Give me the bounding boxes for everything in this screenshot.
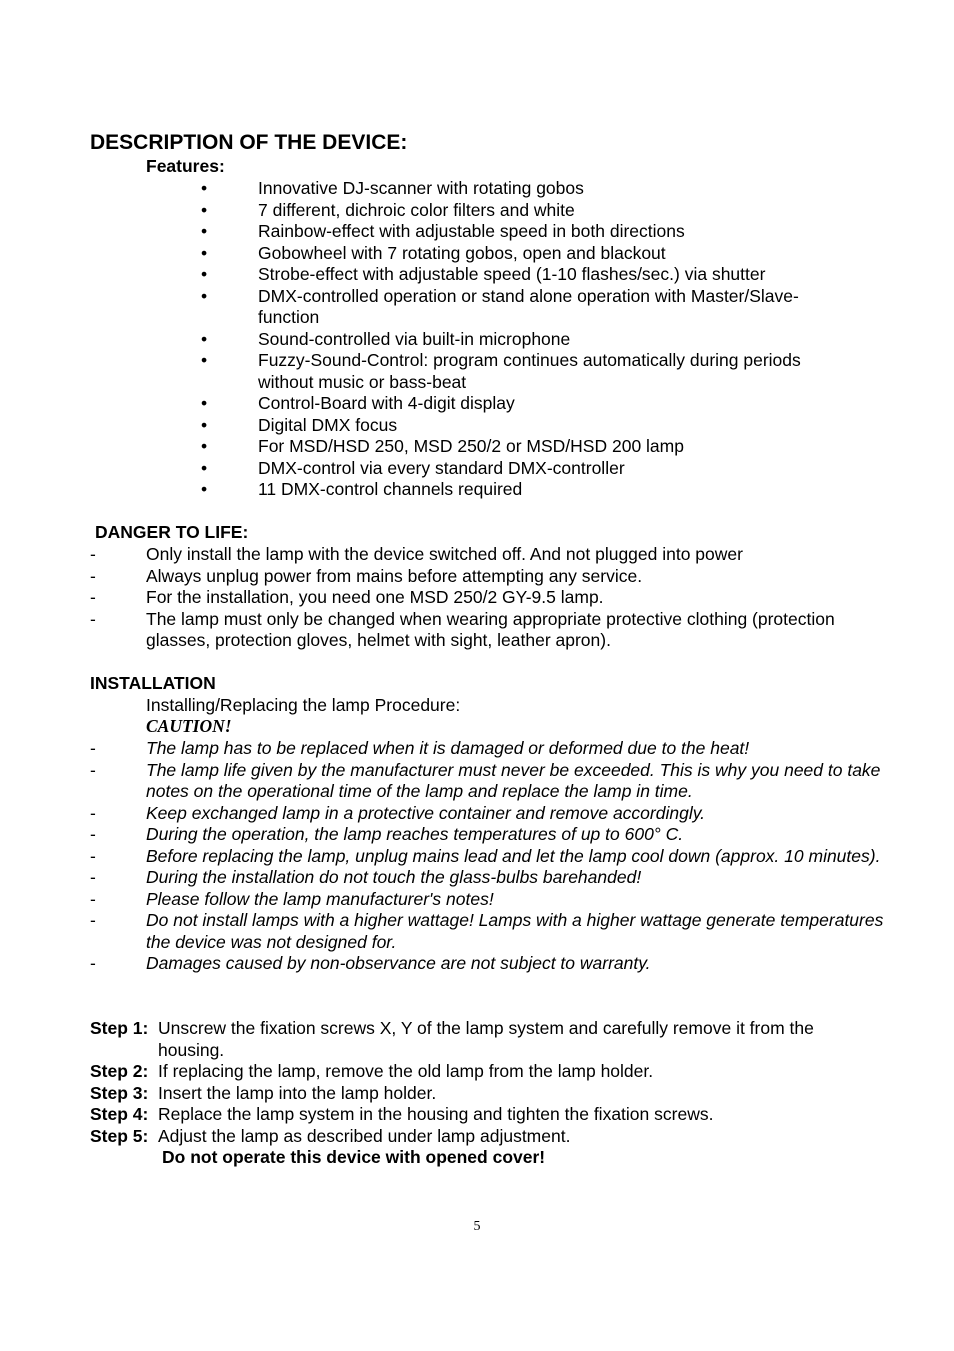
step-text: Unscrew the fixation screws X, Y of the lamp system and carefully remove it from the housing. [158,1018,814,1060]
page-title: DESCRIPTION OF THE DEVICE: [90,131,408,154]
list-item [0,824,954,846]
feature-text: Strobe-effect with adjustable speed (1-10 flashes/sec.) via shutter [258,264,766,284]
dash-marker: - [90,888,96,909]
list-item [0,846,954,868]
installation-subheading: Installing/Replacing the lamp Procedure: [146,695,461,715]
list-item [0,436,954,458]
list-item [0,286,954,329]
danger-heading: DANGER TO LIFE: [95,522,249,542]
list-item [0,609,954,652]
list-item [0,200,954,222]
list-item [0,458,954,480]
step-text: Replace the lamp system in the housing and tighten the fixation screws. [158,1104,714,1124]
caution-text: Damages caused by non-observance are not subject to warranty. [146,953,651,973]
feature-text: 11 DMX-control channels required [258,479,523,499]
dash-marker: - [90,824,96,844]
bullet-icon: • [201,393,208,413]
caution-text: The lamp has to be replaced when it is damaged or deformed due to the heat! [146,738,750,758]
dash-marker: - [90,910,96,930]
dash-marker: - [90,867,96,887]
list-item [0,889,954,911]
bullet-icon: • [201,264,208,284]
bullet-icon: • [201,328,208,349]
installation-steps [0,1018,954,1147]
danger-text: Only install the lamp with the device switched off. And not plugged into power [146,544,743,564]
feature-text: Digital DMX focus [258,414,398,435]
feature-text: Control-Board with 4-digit display [258,393,515,413]
bullet-icon: • [201,457,208,478]
bullet-icon: • [201,221,208,241]
feature-text: For MSD/HSD 250, MSD 250/2 or MSD/HSD 200 lamp [258,436,684,456]
bullet-icon: • [201,436,208,456]
list-item [0,393,954,415]
feature-text: Innovative DJ-scanner with rotating gobos [258,178,584,198]
feature-list [0,178,954,501]
step-label: Step 1: [90,1018,149,1038]
list-item [0,587,954,609]
danger-list [0,544,954,652]
feature-text: Fuzzy-Sound-Control: program continues automatically during periods without music or bass-beat [258,350,801,392]
list-item [0,350,954,393]
feature-text: 7 different, dichroic color filters and white [258,199,575,220]
dash-marker: - [90,544,96,564]
list-item [0,867,954,889]
caution-text: Do not install lamps with a higher wattage! Lamps with a higher wattage generate temperatures the device was not designed for. [146,910,884,952]
feature-text: Sound-controlled via built-in microphone [258,328,571,349]
feature-text: Gobowheel with 7 rotating gobos, open and blackout [258,242,666,263]
step-text: Insert the lamp into the lamp holder. [158,1082,437,1103]
list-item [0,479,954,501]
step-label: Step 4: [90,1104,149,1124]
step-label: Step 2: [90,1061,149,1081]
dash-marker: - [90,953,96,973]
caution-text: The lamp life given by the manufacturer must never be exceeded. This is why you need to take notes on the operational time of the lamp and replace the lamp in time. [146,759,881,801]
step-label: Step 3: [90,1082,149,1103]
caution-text: Before replacing the lamp, unplug mains lead and let the lamp cool down (approx. 10 minutes). [146,845,881,866]
installation-heading: INSTALLATION [90,673,216,693]
list-item [0,953,954,975]
list-item [0,415,954,437]
list-item [0,221,954,243]
cover-warning: Do not operate this device with opened cover! [162,1147,546,1167]
dash-marker: - [90,759,96,780]
danger-text: For the installation, you need one MSD 250/2 GY-9.5 lamp. [146,587,604,607]
list-item [0,803,954,825]
list-item [0,243,954,265]
step-item [0,1061,954,1083]
page-number: 5 [473,1219,481,1234]
list-item [0,910,954,953]
caution-list [0,738,954,975]
caution-text: During the operation, the lamp reaches temperatures of up to 600° C. [146,824,684,844]
dash-marker: - [90,802,96,823]
dash-marker: - [90,738,96,758]
step-item [0,1018,954,1061]
step-text: Adjust the lamp as described under lamp adjustment. [158,1125,571,1146]
bullet-icon: • [201,479,208,499]
list-item [0,178,954,200]
danger-text: Always unplug power from mains before attempting any service. [146,565,643,586]
bullet-icon: • [201,242,208,263]
step-item [0,1126,954,1148]
dash-marker: - [90,565,96,586]
step-label: Step 5: [90,1125,149,1146]
list-item [0,738,954,760]
list-item [0,544,954,566]
bullet-icon: • [201,199,208,220]
list-item [0,566,954,588]
dash-marker: - [90,587,96,607]
step-item [0,1104,954,1126]
bullet-icon: • [201,350,208,370]
list-item [0,760,954,803]
dash-marker: - [90,608,96,629]
list-item [0,329,954,351]
bullet-icon: • [201,285,208,306]
bullet-icon: • [201,178,208,198]
dash-marker: - [90,845,96,866]
step-item [0,1083,954,1105]
list-item [0,264,954,286]
bullet-icon: • [201,414,208,435]
caution-text: During the installation do not touch the glass-bulbs barehanded! [146,867,642,887]
feature-text: DMX-control via every standard DMX-controller [258,457,625,478]
caution-text: Please follow the lamp manufacturer's notes! [146,888,494,909]
step-text: If replacing the lamp, remove the old lamp from the lamp holder. [158,1061,654,1081]
feature-text: DMX-controlled operation or stand alone operation with Master/Slave-function [258,285,799,327]
caution-text: Keep exchanged lamp in a protective container and remove accordingly. [146,802,706,823]
caution-label: CAUTION! [146,716,232,736]
feature-text: Rainbow-effect with adjustable speed in both directions [258,221,685,241]
features-heading: Features: [146,156,225,176]
danger-text: The lamp must only be changed when wearing appropriate protective clothing (protection glasses, protection gloves, helmet with sight, leather apron). [146,608,835,650]
